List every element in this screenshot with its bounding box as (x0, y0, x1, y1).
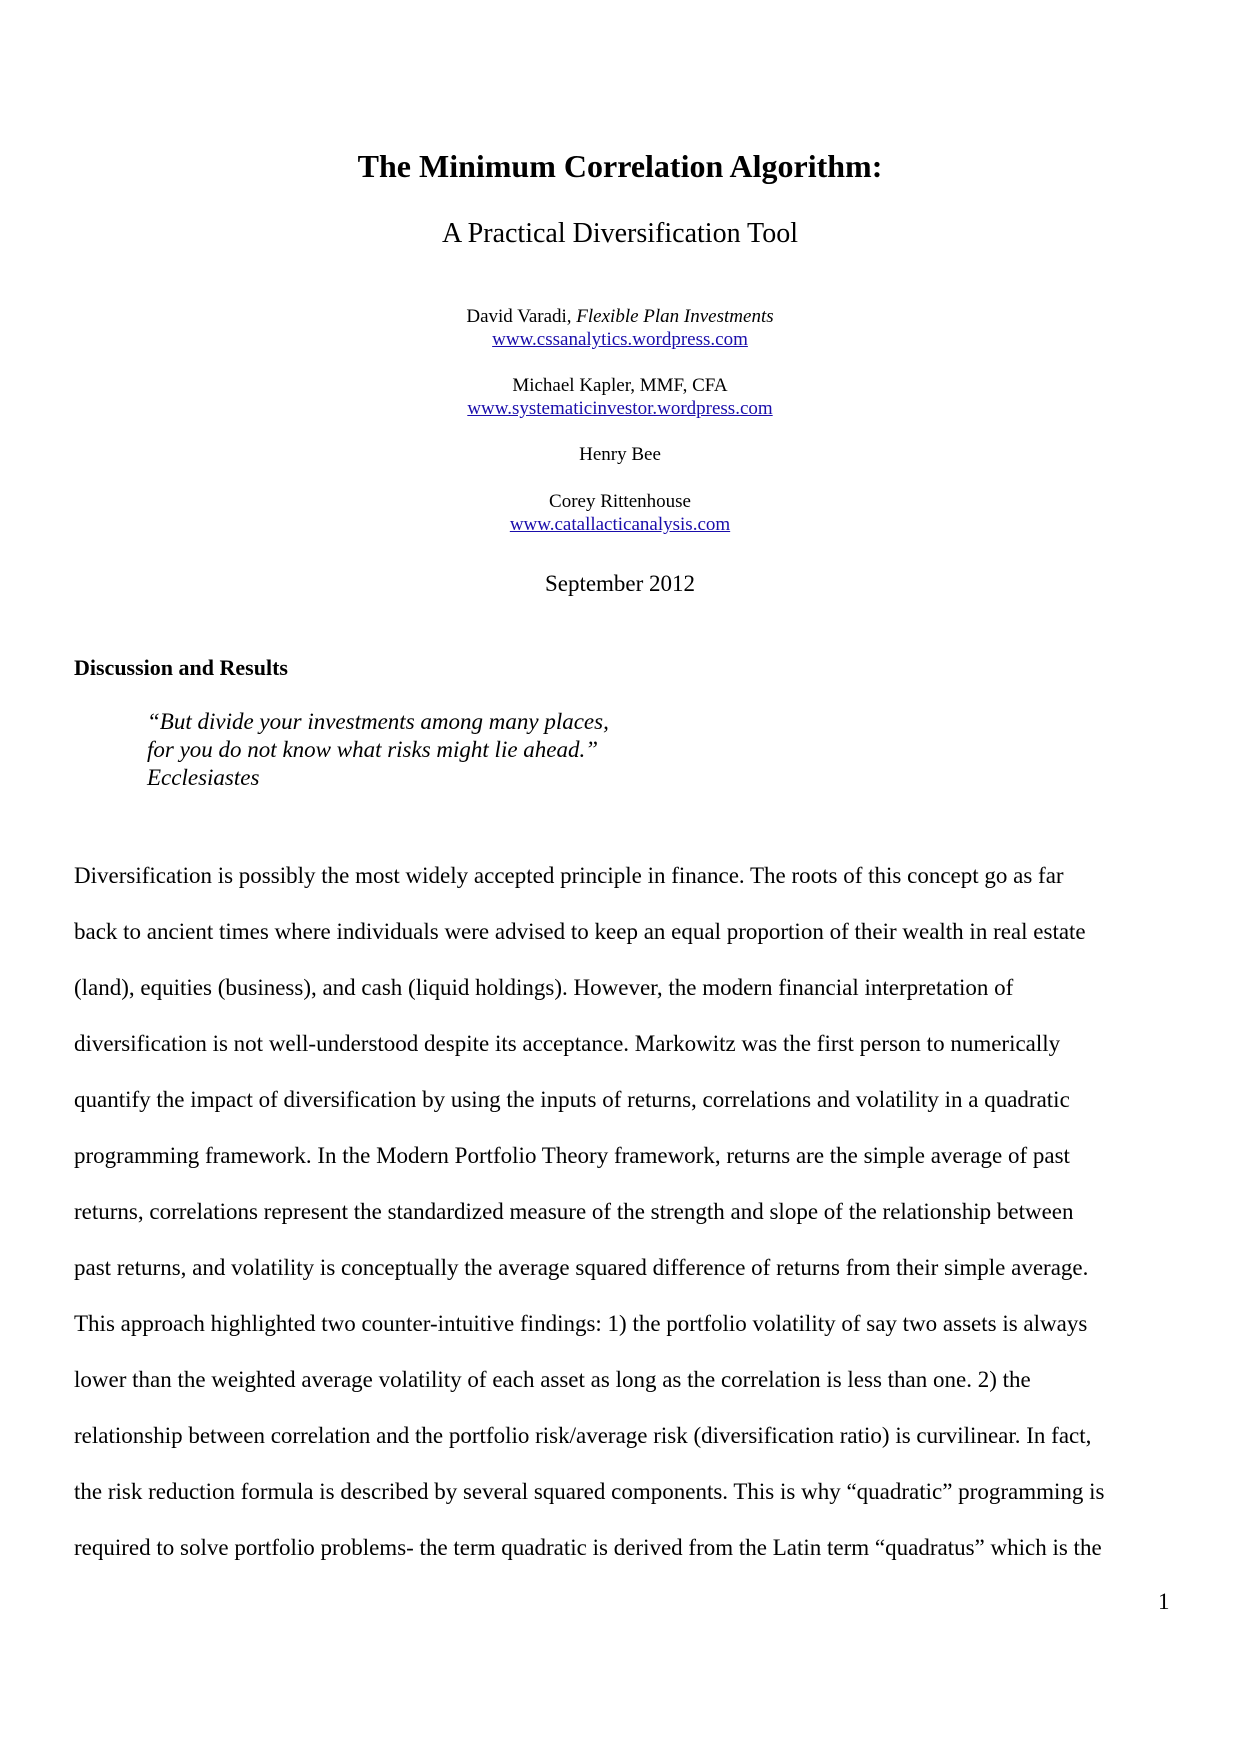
body-line: quantify the impact of diversification by using the inputs of returns, correlations and volatility in a quadratic (74, 1087, 1070, 1112)
author-website-link[interactable]: www.systematicinvestor.wordpress.com (467, 398, 773, 419)
epigraph-quote (147, 708, 609, 792)
author-name: Corey Rittenhouse (549, 491, 691, 512)
author-block-bee (0, 443, 1240, 466)
author-website-link[interactable]: www.cssanalytics.wordpress.com (492, 329, 748, 350)
body-line: lower than the weighted average volatility of each asset as long as the correlation is less than one. 2) the (74, 1367, 1031, 1392)
body-line: (land), equities (business), and cash (liquid holdings). However, the modern financial interpretation of (74, 975, 1014, 1000)
body-line: required to solve portfolio problems- the term quadratic is derived from the Latin term “quadratus” which is the (74, 1535, 1102, 1560)
epigraph-line: “But divide your investments among many places, (147, 709, 609, 734)
author-affiliation: Flexible Plan Investments (576, 306, 774, 327)
author-name: Michael Kapler, MMF, CFA (512, 375, 728, 396)
author-block-rittenhouse (0, 490, 1240, 536)
paper-subtitle: A Practical Diversification Tool (442, 218, 798, 249)
epigraph-source: Ecclesiastes (147, 765, 260, 790)
author-website-link[interactable]: www.catallacticanalysis.com (509, 514, 731, 535)
author-block-varadi (0, 305, 1240, 351)
page-number: 1 (1158, 1589, 1170, 1614)
body-paragraph (74, 848, 1174, 1576)
paper-title: The Minimum Correlation Algorithm: (357, 148, 883, 184)
epigraph-line: for you do not know what risks might lie ahead.” (147, 737, 599, 762)
section-heading: Discussion and Results (74, 655, 288, 680)
body-line: relationship between correlation and the portfolio risk/average risk (diversification ratio) is curvilinear. In fact, (74, 1423, 1092, 1448)
body-line: back to ancient times where individuals were advised to keep an equal proportion of their wealth in real estate (74, 919, 1086, 944)
body-line: past returns, and volatility is conceptually the average squared difference of returns from their simple average. (74, 1255, 1089, 1280)
body-line: This approach highlighted two counter-intuitive findings: 1) the portfolio volatility of say two assets is always (74, 1311, 1088, 1336)
author-block-kapler (0, 374, 1240, 420)
body-line: programming framework. In the Modern Portfolio Theory framework, returns are the simple average of past (74, 1143, 1070, 1168)
publication-date: September 2012 (544, 571, 696, 596)
body-line: Diversification is possibly the most widely accepted principle in finance. The roots of this concept go as far (74, 863, 1064, 888)
author-name: David Varadi, (466, 306, 572, 327)
author-name: Henry Bee (579, 444, 661, 465)
body-line: returns, correlations represent the standardized measure of the strength and slope of the relationship between (74, 1199, 1074, 1224)
body-line: diversification is not well-understood despite its acceptance. Markowitz was the first person to numerically (74, 1031, 1061, 1056)
body-line: the risk reduction formula is described by several squared components. This is why “quadratic” programming is (74, 1479, 1105, 1504)
